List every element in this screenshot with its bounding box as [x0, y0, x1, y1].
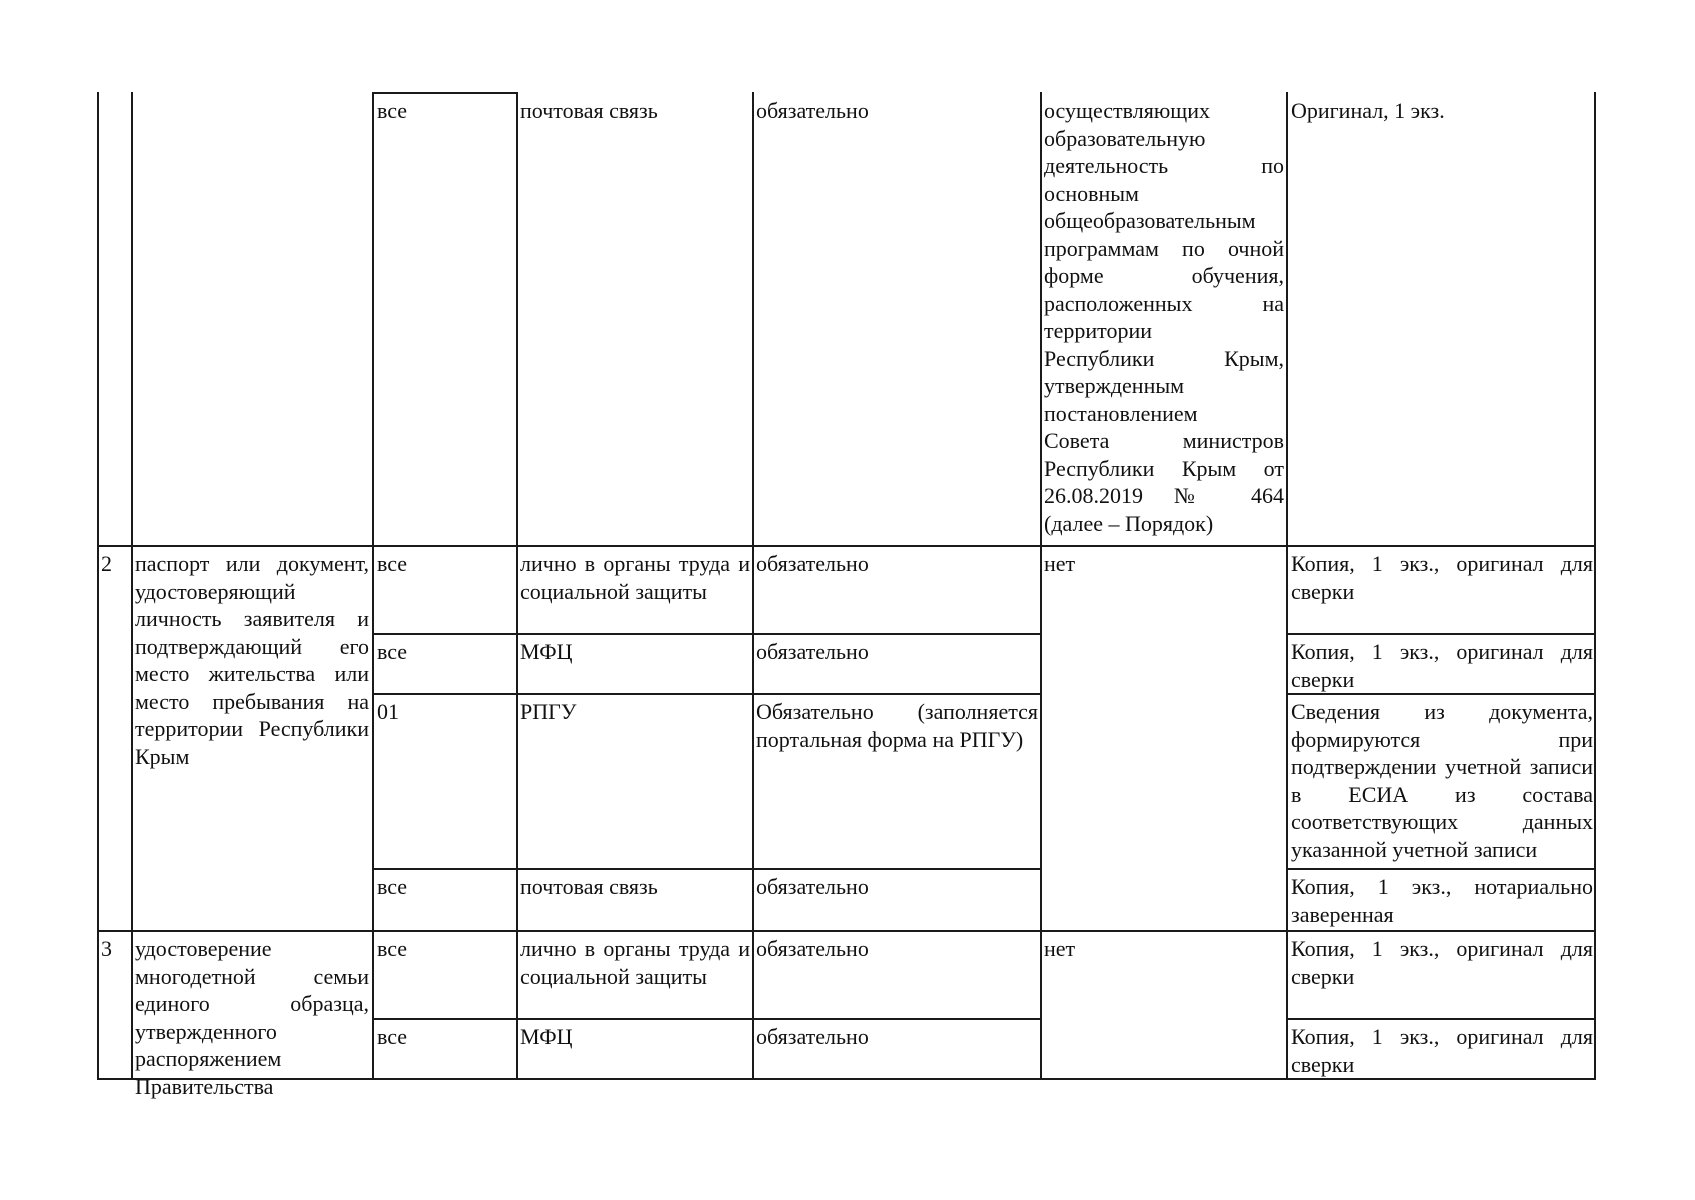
table-cell-requirement: обязательно: [756, 874, 869, 899]
table-line: [372, 92, 374, 1080]
table-cell-form: Копия, 1 экз., оригинал для сверки: [1291, 936, 1593, 989]
table-cell-form: Оригинал, 1 экз.: [1291, 98, 1445, 123]
text-line: образовательную: [1044, 125, 1206, 151]
text-line: 26.08.2019 № 464: [1044, 483, 1284, 508]
table-line: [372, 693, 1042, 695]
row-number: 2: [101, 551, 112, 576]
table-cell-method: РПГУ: [520, 699, 577, 724]
text-line: Республики Крым от: [1044, 455, 1284, 481]
table-line: [516, 92, 518, 1080]
table-line: [1594, 92, 1596, 1080]
table-cell-code: все: [377, 1024, 408, 1049]
table-cell-document: удостоверение многодетной семьи единого образца, утвержденного распоряжением Правительства: [135, 936, 369, 1099]
table-cell-code: все: [377, 936, 408, 961]
table-cell-method: МФЦ: [520, 1024, 573, 1049]
table-cell-requirement: Обязательно (заполняется портальная форма на РПГУ): [756, 699, 1038, 752]
text-line: Совета министров: [1044, 428, 1284, 453]
table-line: [372, 1018, 1042, 1020]
table-cell-code: все: [377, 639, 408, 664]
table-cell-method: лично в органы труда и социальной защиты: [520, 936, 750, 989]
text-line: программам по очной: [1044, 235, 1284, 261]
text-line: осуществляющих: [1044, 98, 1210, 123]
text-line: расположенных на: [1044, 290, 1284, 316]
text-line: территории: [1044, 318, 1153, 343]
text-line: Республики Крым,: [1044, 345, 1284, 371]
table-line: [752, 92, 754, 1080]
table-cell-requirement: обязательно: [756, 936, 869, 961]
table-line: [1288, 633, 1596, 635]
table-line: [1288, 1018, 1596, 1020]
table-line: [372, 92, 518, 94]
table-line: [97, 92, 99, 1080]
table-line: [97, 545, 1596, 547]
table-cell-basis: [1044, 97, 1284, 537]
table-line: [1288, 868, 1596, 870]
table-cell-requirement: обязательно: [756, 639, 869, 664]
table-cell-condition: нет: [1044, 936, 1076, 961]
table-cell-code: все: [377, 874, 408, 899]
text-line: утвержденным: [1044, 373, 1185, 398]
table-cell-code: все: [377, 551, 408, 576]
table-line: [131, 92, 133, 1080]
table-cell-method: почтовая связь: [520, 98, 658, 123]
table-cell-form: Копия, 1 экз., оригинал для сверки: [1291, 551, 1593, 604]
table-cell-form: Копия, 1 экз., оригинал для сверки: [1291, 639, 1593, 692]
table-line: [97, 930, 1596, 932]
text-line: общеобразовательным: [1044, 208, 1256, 233]
table-cell-code: 01: [377, 699, 399, 724]
table-cell-method: почтовая связь: [520, 874, 658, 899]
table-cell-method: МФЦ: [520, 639, 573, 664]
table-cell-code: все: [377, 98, 408, 123]
table-cell-requirement: обязательно: [756, 1024, 869, 1049]
text-line: деятельность по: [1044, 153, 1284, 178]
table-cell-requirement: обязательно: [756, 551, 869, 576]
table-line: [372, 868, 1042, 870]
text-line: постановлением: [1044, 400, 1198, 426]
table-line: [1288, 693, 1596, 695]
table-cell-form: Копия, 1 экз., оригинал для сверки: [1291, 1024, 1593, 1077]
table-cell-method: лично в органы труда и социальной защиты: [520, 551, 750, 604]
row-number: 3: [101, 936, 112, 961]
table-line: [1286, 92, 1288, 1080]
table-cell-condition: нет: [1044, 551, 1076, 576]
text-line: основным: [1044, 180, 1139, 206]
text-line: (далее – Порядок): [1044, 510, 1214, 536]
table-cell-form: Копия, 1 экз., нотариально заверенная: [1291, 874, 1593, 927]
text-line: форме обучения,: [1044, 263, 1284, 288]
table-line: [97, 1078, 1596, 1080]
table-line: [1040, 92, 1042, 1080]
table-cell-document: паспорт или документ, удостоверяющий личность заявителя и подтверждающий его место жительства или место пребывания на территории Республики Крым: [135, 551, 369, 769]
table-cell-form: Сведения из документа, формируются при подтверждении учетной записи в ЕСИА из состава соответствующих данных указанной учетной записи: [1291, 699, 1593, 862]
table-cell-requirement: обязательно: [756, 98, 869, 123]
table-line: [372, 633, 1042, 635]
